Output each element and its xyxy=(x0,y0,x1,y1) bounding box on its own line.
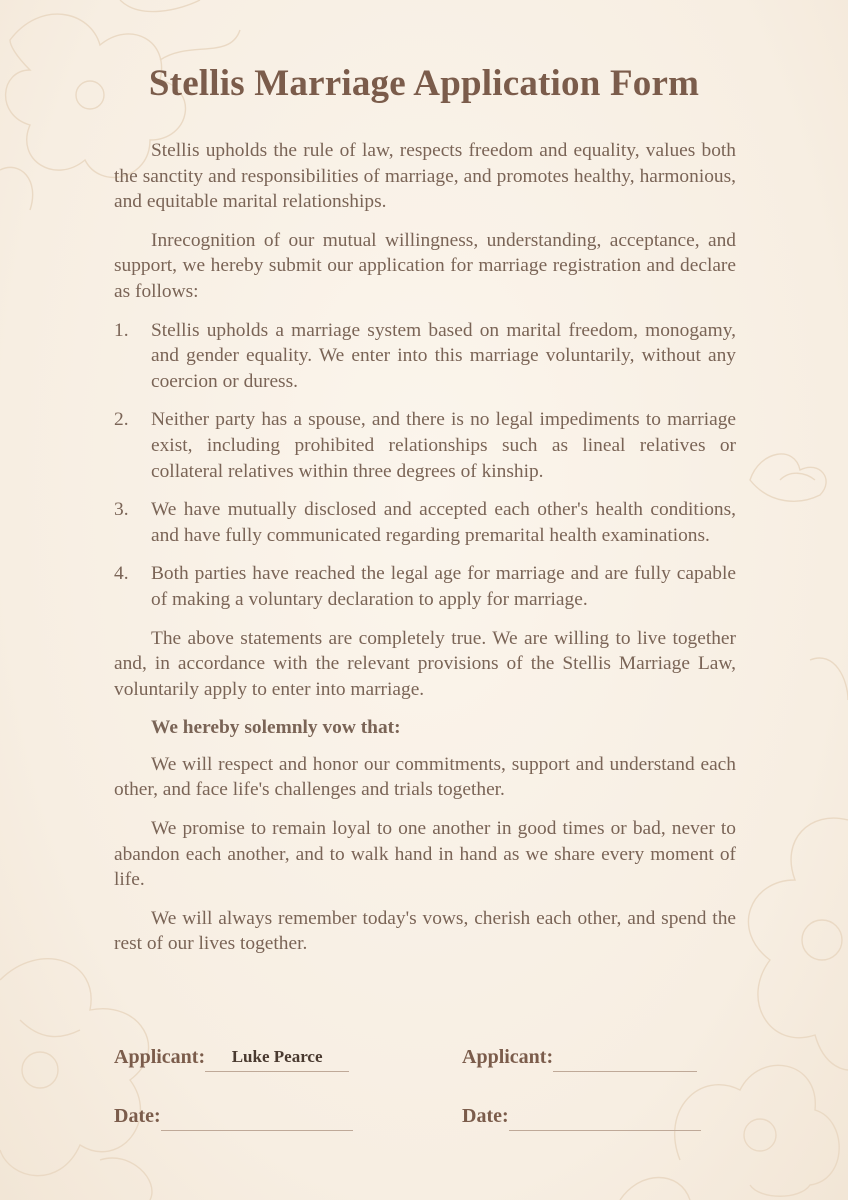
page-title: Stellis Marriage Application Form xyxy=(148,63,700,104)
date-1-label: Date: xyxy=(114,1105,161,1127)
list-item xyxy=(114,407,736,484)
date-1-signature xyxy=(114,1103,353,1128)
applicant-1-signature xyxy=(114,1044,349,1069)
statement-paragraph: The above statements are completely true. We are willing to live together and, in accordance with the relevant provisions of the Stellis Marriage Law, voluntarily apply to enter into marriage. xyxy=(114,627,736,700)
applicant-2-label: Applicant: xyxy=(462,1046,554,1068)
list-item-text: We have mutually disclosed and accepted each other's health conditions, and have fully communicated regarding premarital health examinations. xyxy=(151,499,736,546)
vow-paragraph: We will always remember today's vows, cherish each other, and spend the rest of our lives together. xyxy=(114,907,736,955)
date-1-field[interactable] xyxy=(161,1106,353,1131)
applicant-1-label: Applicant: xyxy=(114,1046,206,1068)
vow-paragraph: We will respect and honor our commitments, support and understand each other, and face life's challenges and trials together. xyxy=(114,753,736,801)
list-item-number: 2. xyxy=(114,409,129,431)
date-2-label: Date: xyxy=(462,1105,509,1127)
list-item xyxy=(114,561,736,612)
vow-heading: We hereby solemnly vow that: xyxy=(151,717,401,739)
list-item-number: 1. xyxy=(114,319,129,341)
applicant-2-signature xyxy=(462,1044,697,1069)
list-item-text: Stellis upholds a marriage system based on marital freedom, monogamy, and gender equality. We enter into this marriage voluntarily, without any coercion or duress. xyxy=(151,319,736,392)
intro-paragraph: Inrecognition of our mutual willingness, understanding, acceptance, and support, we hereby submit our application for marriage registration and declare as follows: xyxy=(114,229,736,302)
list-item-number: 4. xyxy=(114,563,129,585)
applicant-2-field[interactable] xyxy=(553,1047,697,1072)
vow-paragraph: We promise to remain loyal to one another in good times or bad, never to abandon each another, and to walk hand in hand as we share every moment of life. xyxy=(114,818,736,891)
floral-decoration-right xyxy=(720,420,848,560)
form-body xyxy=(114,138,736,970)
list-item-number: 3. xyxy=(114,499,129,521)
list-item xyxy=(114,318,736,395)
list-item-text: Neither party has a spouse, and there is no legal impediments to marriage exist, including prohibited relationships such as lineal relatives or collateral relatives within three degrees of kinship. xyxy=(151,409,736,482)
date-2-field[interactable] xyxy=(509,1106,701,1131)
applicant-1-field[interactable]: Luke Pearce xyxy=(205,1047,349,1072)
intro-paragraph: Stellis upholds the rule of law, respects freedom and equality, values both the sanctity and responsibilities of marriage, and promotes healthy, harmonious, and equitable marital relationships. xyxy=(114,140,736,213)
list-item-text: Both parties have reached the legal age for marriage and are fully capable of making a voluntary declaration to apply for marriage. xyxy=(151,563,736,610)
date-2-signature xyxy=(462,1103,701,1128)
declaration-list xyxy=(114,318,736,613)
list-item xyxy=(114,497,736,548)
